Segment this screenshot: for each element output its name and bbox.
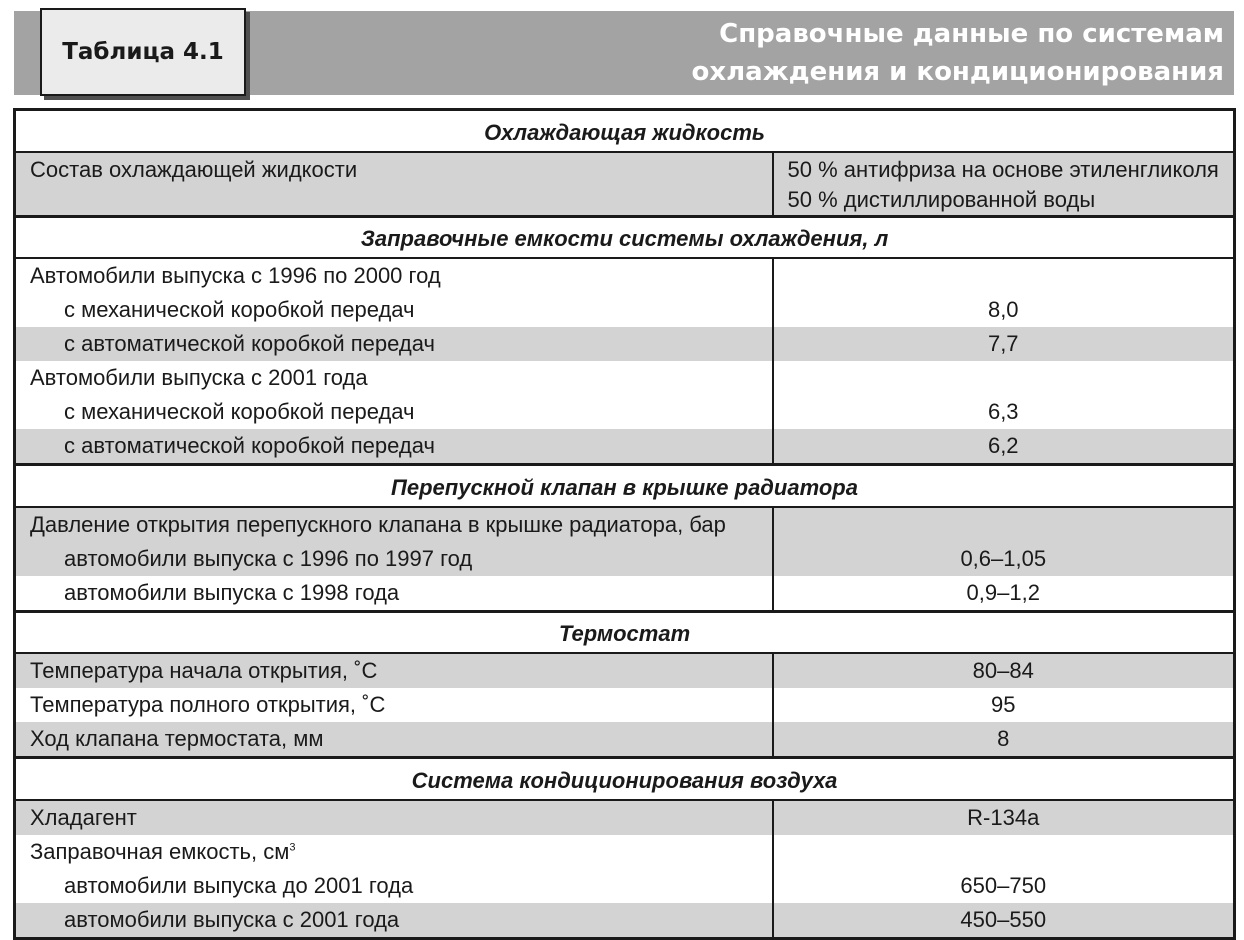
table-row bbox=[15, 507, 1235, 542]
section-header-capacities bbox=[15, 216, 1235, 258]
table-title-line-2: охлаждения и кондиционирования bbox=[691, 57, 1224, 87]
row-label: автомобили выпуска до 2001 года bbox=[15, 869, 773, 903]
row-value: 80–84 bbox=[773, 653, 1235, 688]
row-value: 450–550 bbox=[773, 903, 1235, 939]
row-label: Автомобили выпуска с 1996 по 2000 год bbox=[15, 258, 773, 293]
table-number-label: Таблица 4.1 bbox=[40, 8, 246, 96]
section-header-thermostat bbox=[15, 611, 1235, 653]
row-label: автомобили выпуска с 1996 по 1997 год bbox=[15, 542, 773, 576]
table-row bbox=[15, 835, 1235, 869]
row-label: с автоматической коробкой передач bbox=[15, 327, 773, 361]
table-row bbox=[15, 653, 1235, 688]
section-header-aircon bbox=[15, 758, 1235, 800]
table-row bbox=[15, 361, 1235, 395]
row-value: 0,9–1,2 bbox=[773, 576, 1235, 612]
table-row bbox=[15, 258, 1235, 293]
table-row bbox=[15, 722, 1235, 758]
row-label: с механической коробкой передач bbox=[15, 293, 773, 327]
table-row bbox=[15, 542, 1235, 576]
table-row bbox=[15, 576, 1235, 612]
row-label: Температура начала открытия, ˚С bbox=[15, 653, 773, 688]
section-header-bypass-valve bbox=[15, 465, 1235, 507]
row-value-line: 50 % дистиллированной воды bbox=[787, 186, 1096, 212]
superscript: 3 bbox=[289, 841, 296, 854]
table-title bbox=[692, 15, 1225, 91]
reference-data-table bbox=[13, 108, 1236, 940]
row-label: Хладагент bbox=[15, 800, 773, 835]
row-value: 8 bbox=[773, 722, 1235, 758]
section-title: Охлаждающая жидкость bbox=[15, 110, 1235, 152]
row-label: Ход клапана термостата, мм bbox=[15, 722, 773, 758]
row-label bbox=[15, 835, 773, 869]
row-label: с автоматической коробкой передач bbox=[15, 429, 773, 465]
row-label: Состав охлаждающей жидкости bbox=[15, 152, 773, 217]
row-value: R-134a bbox=[773, 800, 1235, 835]
table-row bbox=[15, 903, 1235, 939]
row-label: Автомобили выпуска с 2001 года bbox=[15, 361, 773, 395]
row-value-line: 50 % антифриза на основе этиленгликоля bbox=[787, 156, 1219, 182]
table-row bbox=[15, 327, 1235, 361]
table-row bbox=[15, 869, 1235, 903]
table-row bbox=[15, 800, 1235, 835]
row-value: 0,6–1,05 bbox=[773, 542, 1235, 576]
row-value: 95 bbox=[773, 688, 1235, 722]
section-title: Термостат bbox=[15, 611, 1235, 653]
row-value bbox=[773, 507, 1235, 542]
row-value: 650–750 bbox=[773, 869, 1235, 903]
row-label-text: Заправочная емкость, см bbox=[30, 838, 290, 864]
row-label: с механической коробкой передач bbox=[15, 395, 773, 429]
row-label: автомобили выпуска с 1998 года bbox=[15, 576, 773, 612]
section-title: Заправочные емкости системы охлаждения, л bbox=[15, 216, 1235, 258]
row-value bbox=[773, 361, 1235, 395]
table-row bbox=[15, 688, 1235, 722]
row-value: 6,2 bbox=[773, 429, 1235, 465]
row-label: Температура полного открытия, ˚С bbox=[15, 688, 773, 722]
section-title: Перепускной клапан в крышке радиатора bbox=[15, 465, 1235, 507]
row-value bbox=[773, 152, 1235, 217]
section-header-coolant bbox=[15, 110, 1235, 152]
row-value bbox=[773, 258, 1235, 293]
row-value: 8,0 bbox=[773, 293, 1235, 327]
table-row bbox=[15, 395, 1235, 429]
table-title-line-1: Справочные данные по системам bbox=[719, 19, 1224, 49]
row-value: 7,7 bbox=[773, 327, 1235, 361]
table-row bbox=[15, 429, 1235, 465]
table-row bbox=[15, 293, 1235, 327]
section-title: Система кондиционирования воздуха bbox=[15, 758, 1235, 800]
row-label: Давление открытия перепускного клапана в крышке радиатора, бар bbox=[15, 507, 773, 542]
row-value: 6,3 bbox=[773, 395, 1235, 429]
row-label: автомобили выпуска с 2001 года bbox=[15, 903, 773, 939]
row-value bbox=[773, 835, 1235, 869]
table-row bbox=[15, 152, 1235, 217]
